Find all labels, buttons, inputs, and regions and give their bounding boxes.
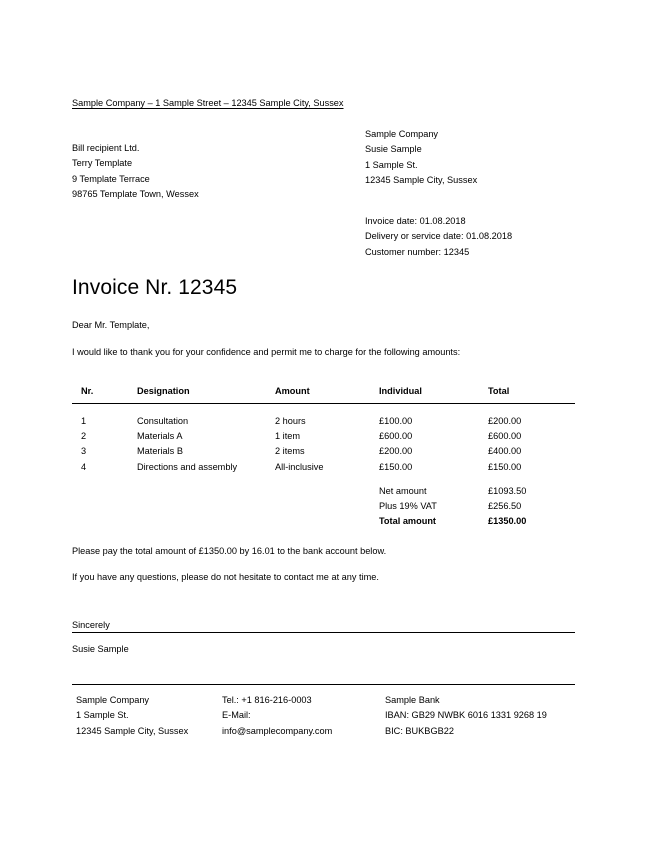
cell-designation: Materials A xyxy=(137,431,183,442)
invoice-date: Invoice date: 01.08.2018 xyxy=(365,216,466,226)
sender-line: Susie Sample xyxy=(365,144,422,155)
totals-row-net xyxy=(72,486,575,501)
table-header-row xyxy=(72,386,575,401)
vat-value: £256.50 xyxy=(488,501,522,512)
total-amount-value: £1350.00 xyxy=(488,516,527,527)
sender-line: 1 Sample St. xyxy=(365,159,418,170)
closing-line: Sincerely xyxy=(72,620,110,630)
footer-bank-bic: BIC: BUKBGB22 xyxy=(385,725,454,736)
footer-company-line: 1 Sample St. xyxy=(76,710,129,721)
cell-designation: Materials B xyxy=(137,446,183,457)
net-amount-label: Net amount xyxy=(379,486,427,496)
cell-designation: Consultation xyxy=(137,416,189,426)
signature-name: Susie Sample xyxy=(72,644,129,654)
payment-instruction: Please pay the total amount of £1350.00 by 16.01 to the bank account below. xyxy=(72,546,387,556)
cell-total: £600.00 xyxy=(488,431,522,442)
recipient-line: Bill recipient Ltd. xyxy=(72,143,140,153)
table-header-rule xyxy=(72,403,575,404)
cell-amount: 2 items xyxy=(275,446,305,457)
cell-amount: 1 item xyxy=(275,431,301,442)
recipient-line: Terry Template xyxy=(72,158,133,169)
cell-individual: £150.00 xyxy=(379,461,413,472)
header-designation: Designation xyxy=(137,386,190,396)
sender-line: 12345 Sample City, Sussex xyxy=(365,174,478,185)
header-total: Total xyxy=(488,386,510,396)
footer-company-column xyxy=(76,693,221,739)
totals-block xyxy=(72,486,575,532)
footer-rule xyxy=(72,684,575,685)
customer-number: Customer number: 12345 xyxy=(365,246,470,257)
cell-nr: 4 xyxy=(81,461,87,472)
net-amount-value: £1093.50 xyxy=(488,486,527,496)
footer-bank-name: Sample Bank xyxy=(385,695,440,705)
return-address-line: Sample Company – 1 Sample Street – 12345 Sample City, Sussex xyxy=(72,98,344,108)
page-title: Invoice Nr. 12345 xyxy=(72,276,238,299)
sender-line: Sample Company xyxy=(365,129,439,139)
cell-total: £150.00 xyxy=(488,461,522,472)
salutation: Dear Mr. Template, xyxy=(72,320,150,330)
cell-total: £400.00 xyxy=(488,446,522,457)
cell-designation: Directions and assembly xyxy=(137,461,238,472)
table-row xyxy=(72,446,575,461)
footer-company-line: 12345 Sample City, Sussex xyxy=(76,725,189,736)
totals-rule xyxy=(72,632,575,633)
recipient-line: 98765 Template Town, Wessex xyxy=(72,188,199,199)
table-row xyxy=(72,462,575,477)
total-amount-label: Total amount xyxy=(379,516,436,527)
questions-paragraph: If you have any questions, please do not hesitate to contact me at any time. xyxy=(72,572,379,582)
line-items-table xyxy=(72,386,575,527)
footer-email-label: E-Mail: xyxy=(222,710,251,721)
header-amount: Amount xyxy=(275,386,310,396)
cell-individual: £200.00 xyxy=(379,446,413,457)
recipient-address-block xyxy=(72,141,199,202)
footer-contact-column xyxy=(222,693,382,739)
cell-individual: £100.00 xyxy=(379,416,413,426)
header-individual: Individual xyxy=(379,386,422,396)
footer-company-line: Sample Company xyxy=(76,695,150,705)
header-nr: Nr. xyxy=(81,386,94,396)
footer-bank-column xyxy=(385,693,570,739)
cell-nr: 1 xyxy=(81,416,87,426)
vat-label: Plus 19% VAT xyxy=(379,501,437,512)
recipient-line: 9 Template Terrace xyxy=(72,173,150,184)
sender-address-block xyxy=(365,127,477,188)
table-body xyxy=(72,416,575,477)
cell-total: £200.00 xyxy=(488,416,522,426)
cell-amount: All-inclusive xyxy=(275,461,324,472)
table-header xyxy=(72,386,575,401)
intro-paragraph: I would like to thank you for your confidence and permit me to charge for the following amounts: xyxy=(72,347,461,357)
cell-individual: £600.00 xyxy=(379,431,413,442)
footer-phone: Tel.: +1 816-216-0003 xyxy=(222,695,312,705)
cell-nr: 3 xyxy=(81,446,87,457)
cell-nr: 2 xyxy=(81,431,87,442)
footer-email[interactable]: info@samplecompany.com xyxy=(222,725,333,736)
invoice-meta-block xyxy=(365,214,512,260)
table-row xyxy=(72,416,575,431)
service-date: Delivery or service date: 01.08.2018 xyxy=(365,231,513,242)
totals-row-total xyxy=(72,516,575,531)
table-row xyxy=(72,431,575,446)
totals-row-vat xyxy=(72,501,575,516)
footer-bank-iban: IBAN: GB29 NWBK 6016 1331 9268 19 xyxy=(385,710,547,721)
cell-amount: 2 hours xyxy=(275,416,306,426)
